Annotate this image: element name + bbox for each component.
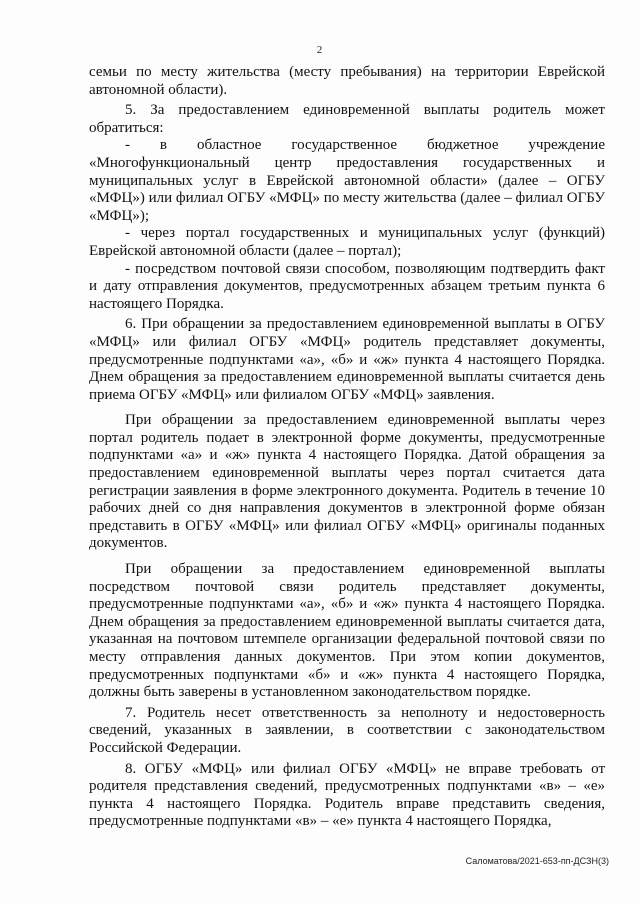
page-number: 2: [316, 44, 323, 56]
list-item: - в областное государственное бюджетное учреждение «Многофункциональный центр предоставления государственных и муниципальных услуг в Еврейской автономной области» (далее – ОГБУ «МФЦ») или филиал ОГБУ «МФЦ» по месту жительства (далее – филиал ОГБУ «МФЦ»);: [89, 137, 605, 224]
paragraph: 5. За предоставлением единовременной выплаты родитель может обратиться:: [89, 102, 605, 136]
paragraph: 8. ОГБУ «МФЦ» или филиал ОГБУ «МФЦ» не вправе требовать от родителя представления сведений, предусмотренных подпунктами «в» – «е» пункта 4 настоящего Порядка. Родитель вправе представить сведения, предусмотренные подпунктами «в» – «е» пункта 4 настоящего Порядка,: [89, 760, 605, 830]
paragraph: 7. Родитель несет ответственность за неполноту и недостоверность сведений, указанных в заявлении, в соответствии с законодательством Российской Федерации.: [89, 704, 605, 756]
list-item: - через портал государственных и муниципальных услуг (функций) Еврейской автономной области (далее – портал);: [89, 225, 605, 259]
paragraph: При обращении за предоставлением единовременной выплаты через портал родитель подает в электронной форме документы, предусмотренные подпунктами «а» и «ж» пункта 4 настоящего Порядка. Датой обращения за предоставлением единовременной выплаты через портал считается дата регистрации заявления в форме электронного документа. Родитель в течение 10 рабочих дней со дня направления документов в электронной форме обязан представить в ОГБУ «МФЦ» или филиал ОГБУ «МФЦ» оригиналы поданных документов.: [89, 412, 605, 552]
document-footer-code: Саломатова/2021-653-пп-ДСЗН(3): [465, 856, 609, 866]
paragraph: семьи по месту жительства (месту пребывания) на территории Еврейской автономной области).: [89, 64, 605, 98]
document-body: [89, 64, 605, 831]
list-item: - посредством почтовой связи способом, позволяющим подтвердить факт и дату отправления документов, предусмотренных абзацем третьим пункта 6 настоящего Порядка.: [89, 260, 605, 312]
paragraph: 6. При обращении за предоставлением единовременной выплаты в ОГБУ «МФЦ» или филиал ОГБУ «МФЦ» родитель представляет документы, предусмотренные подпунктами «а», «б» и «ж» пункта 4 настоящего Порядка. Днем обращения за предоставлением единовременной выплаты считается день приема ОГБУ «МФЦ» или филиалом ОГБУ «МФЦ» заявления.: [89, 316, 605, 403]
paragraph: При обращении за предоставлением единовременной выплаты посредством почтовой связи родитель представляет документы, предусмотренные подпунктами «а», «б» и «ж» пункта 4 настоящего Порядка. Днем обращения за предоставлением единовременной выплаты считается дата, указанная на почтовом штемпеле организации федеральной почтовой связи по месту отправления данных документов. При этом копии документов, предусмотренных подпунктами «б» и «ж» пункта 4 настоящего Порядка, должны быть заверены в установленном законодательством порядке.: [89, 561, 605, 701]
